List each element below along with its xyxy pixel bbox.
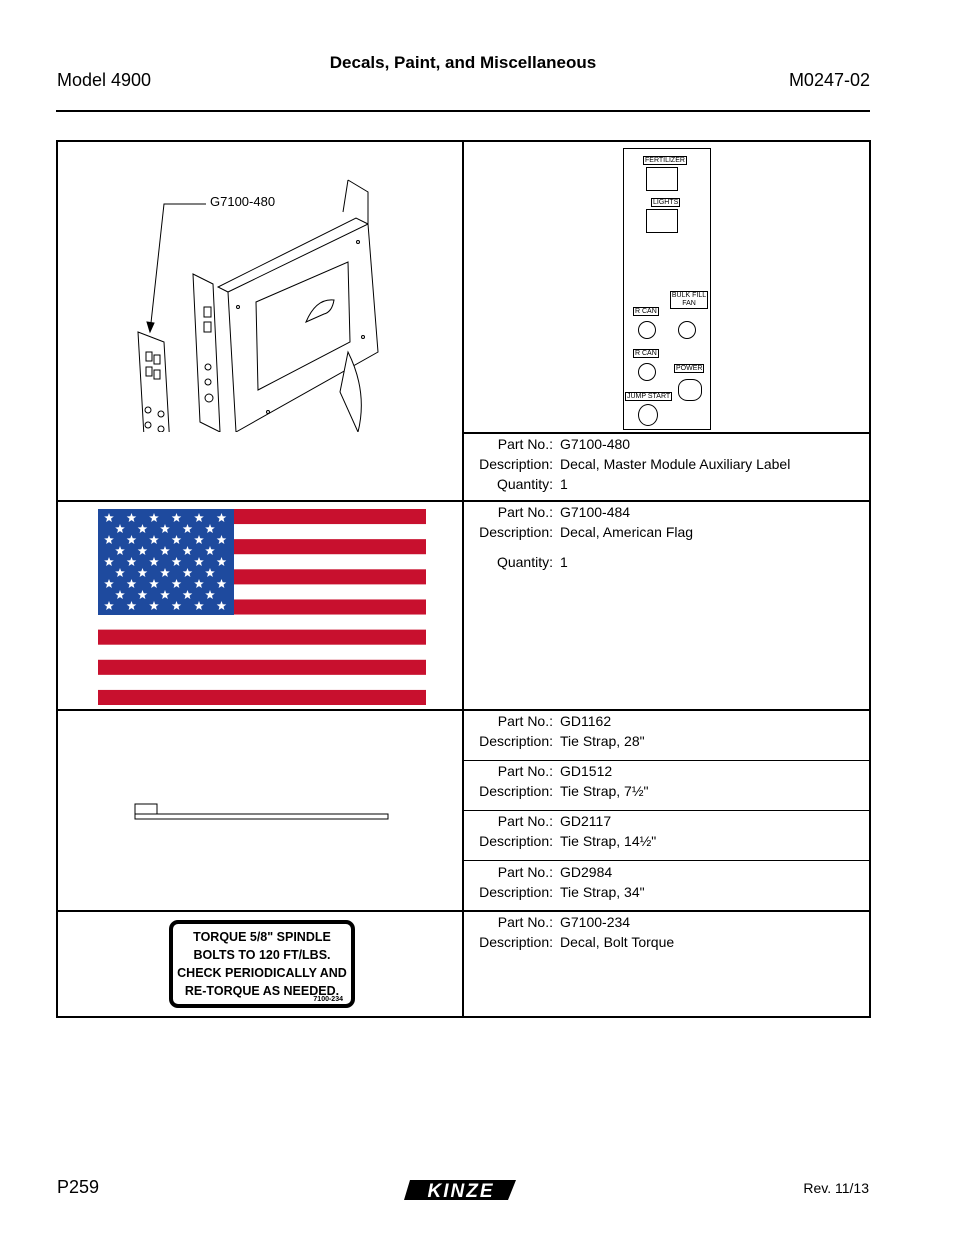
- part-entry: [465, 862, 645, 902]
- row-divider: [58, 500, 869, 502]
- part-no-label: Part No.:: [497, 504, 553, 520]
- model-name: Model 4900: [57, 70, 152, 90]
- part-no: G7100-480: [560, 436, 631, 452]
- decal-line: BOLTS TO 120 FT/LBS.: [193, 948, 331, 962]
- part-quantity: 1: [560, 554, 568, 570]
- switch-cutout: [646, 209, 678, 233]
- description-label: Description:: [479, 833, 553, 849]
- document-number: M0247-02: [788, 70, 870, 90]
- panel-label: FERTILIZER: [645, 157, 685, 164]
- part-entry: [465, 811, 656, 851]
- logo-wordmark: KINZE: [427, 1181, 495, 1202]
- kinze-logo-icon: [404, 1172, 520, 1206]
- arrowhead-icon: [147, 322, 154, 332]
- part-description: Tie Strap, 14½": [560, 833, 657, 849]
- description-label: Description:: [479, 456, 553, 472]
- decal-panel-drawing: [138, 332, 171, 432]
- part-description: Tie Strap, 28": [560, 733, 645, 749]
- tie-strap-drawing: [133, 802, 393, 824]
- panel-label: JUMP START: [627, 393, 671, 400]
- decal-line: TORQUE 5/8" SPINDLE: [193, 930, 331, 944]
- kinze-logo: [404, 1172, 520, 1206]
- part-no: GD1162: [560, 713, 612, 729]
- part-description: Decal, Bolt Torque: [560, 934, 675, 950]
- column-divider: [462, 142, 464, 1016]
- part-no: G7100-484: [560, 504, 631, 520]
- part-no-label: Part No.:: [497, 763, 553, 779]
- panel-label: R CAN: [635, 350, 657, 357]
- part-callout: G7100-480: [210, 194, 276, 209]
- flag-canton: [98, 509, 234, 615]
- part-no-label: Part No.:: [497, 713, 553, 729]
- row-divider: [58, 709, 869, 711]
- part-no-label: Part No.:: [497, 864, 553, 880]
- panel-label: POWER: [676, 365, 703, 372]
- panel-label: BULK FILL FAN: [671, 292, 707, 307]
- description-label: Description:: [479, 783, 553, 799]
- row-divider: [462, 860, 871, 861]
- connector-cutout: [678, 321, 696, 339]
- part-no-label: Part No.:: [497, 436, 553, 452]
- part-description: Tie Strap, 34": [560, 884, 645, 900]
- part-no: GD2117: [560, 813, 612, 829]
- flag-stripe: [98, 630, 426, 645]
- panel-label: R CAN: [635, 308, 657, 315]
- description-label: Description:: [479, 934, 553, 950]
- part-no: GD2984: [560, 864, 613, 880]
- part-entry: [465, 434, 790, 494]
- part-description: Tie Strap, 7½": [560, 783, 649, 799]
- switch-cutout: [646, 167, 678, 191]
- part-entry: [465, 912, 674, 952]
- panel-label: LIGHTS: [653, 199, 679, 206]
- part-no: GD1512: [560, 763, 613, 779]
- decal-code: 7100-234: [313, 996, 343, 1003]
- part-entry: [465, 761, 649, 801]
- american-flag-image: [98, 509, 426, 705]
- connector-cutout: [638, 363, 656, 381]
- connector-cutout: [638, 404, 658, 426]
- part-quantity: 1: [560, 476, 568, 492]
- part-description: Decal, Master Module Auxiliary Label: [560, 456, 791, 472]
- row-divider: [58, 910, 869, 912]
- page-number: P259: [57, 1177, 100, 1197]
- description-label: Description:: [479, 733, 553, 749]
- part-no-label: Part No.:: [497, 813, 553, 829]
- part-entry: [465, 711, 645, 751]
- description-label: Description:: [479, 884, 553, 900]
- revision-date: Rev. 11/13: [803, 1180, 869, 1196]
- decal-line: RE-TORQUE AS NEEDED.: [184, 984, 340, 998]
- quantity-label: Quantity:: [496, 554, 553, 570]
- parts-table: [56, 140, 871, 1018]
- section-title: Decals, Paint, and Miscellaneous: [329, 53, 597, 72]
- description-label: Description:: [479, 524, 553, 540]
- quantity-label: Quantity:: [496, 476, 553, 492]
- part-entry: [465, 502, 693, 572]
- part-no-label: Part No.:: [497, 914, 553, 930]
- header-rule: [56, 110, 870, 112]
- power-connector-cutout: [678, 379, 702, 401]
- torque-decal-image: [169, 920, 355, 1008]
- part-no: G7100-234: [560, 914, 631, 930]
- bracket-drawing: [58, 142, 462, 432]
- flag-stripe: [98, 690, 426, 705]
- part-description: Decal, American Flag: [560, 524, 694, 540]
- master-module-label-drawing: [623, 148, 711, 430]
- connector-cutout: [638, 321, 656, 339]
- decal-line: CHECK PERIODICALLY AND: [177, 966, 347, 980]
- flag-stripe: [98, 660, 426, 675]
